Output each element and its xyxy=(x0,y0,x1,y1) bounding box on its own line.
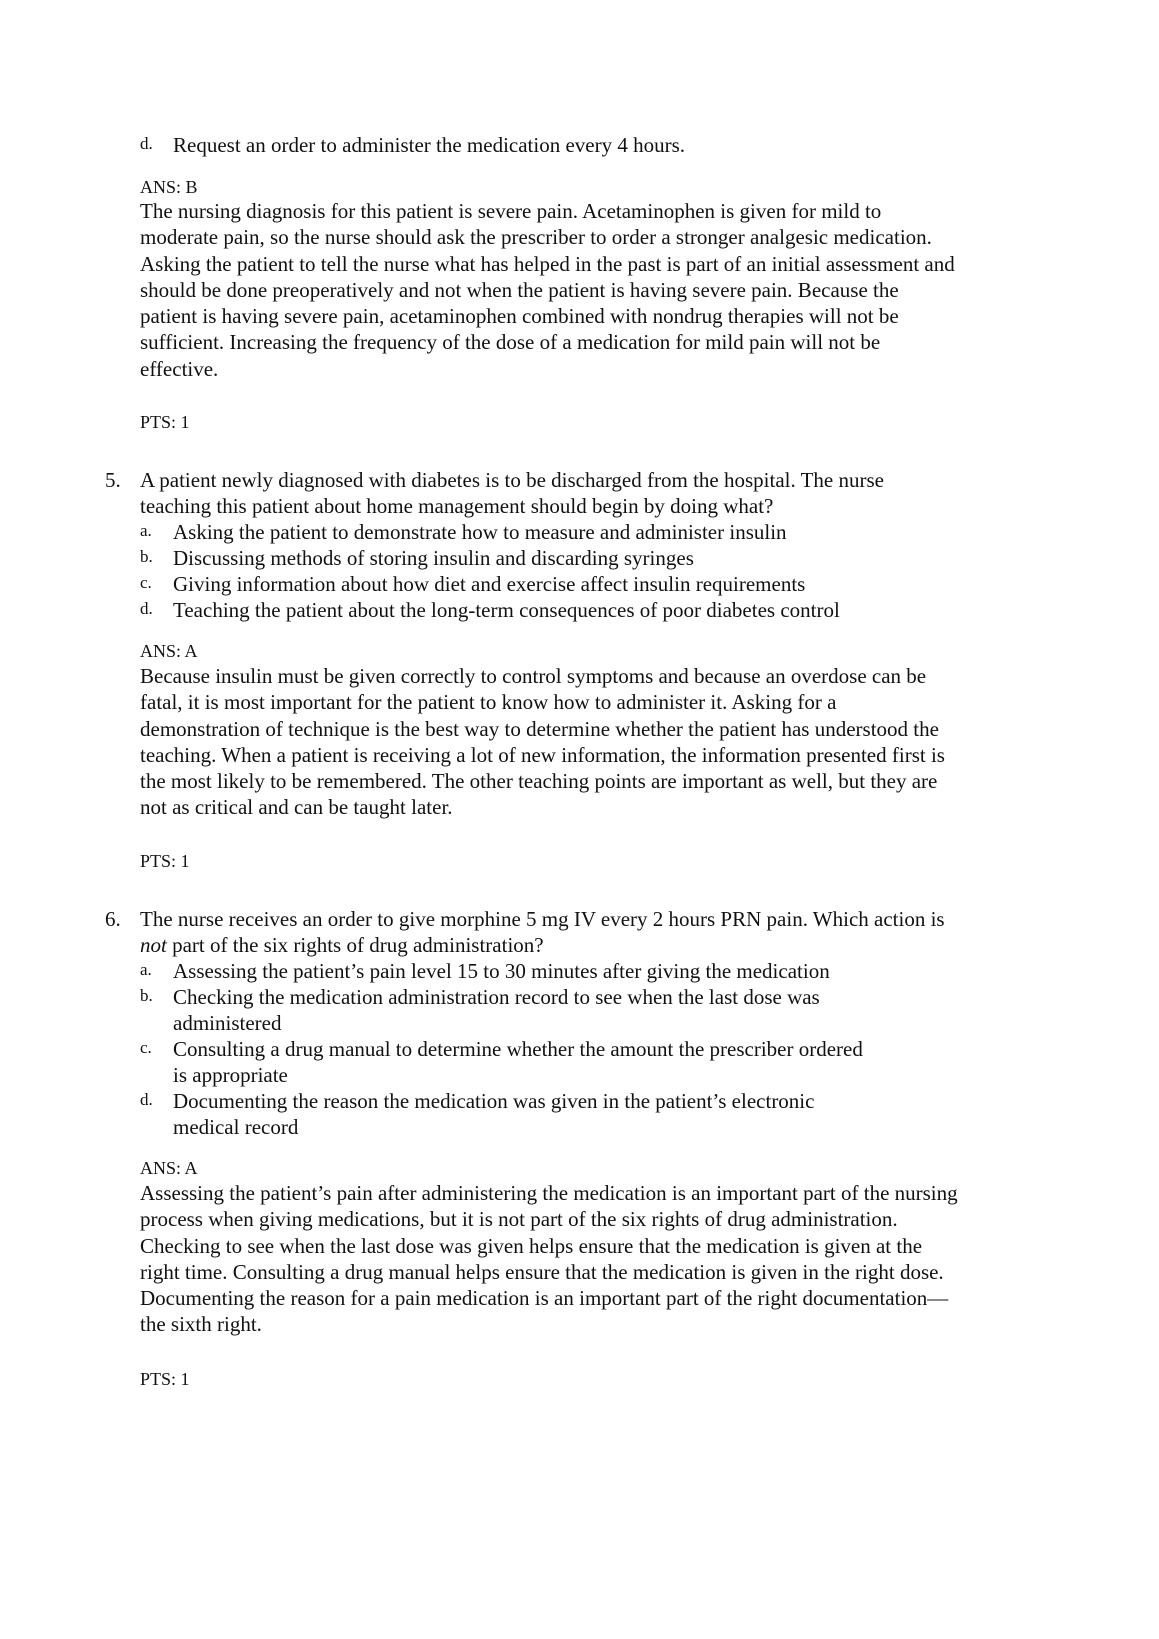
rationale-line: Because insulin must be given correctly to control symptoms and because an overdose can be xyxy=(140,664,927,688)
rationale-line: demonstration of technique is the best way to determine whether the patient has understood the xyxy=(140,716,939,741)
option-letter: b. xyxy=(140,547,153,566)
option-text: Documenting the reason the medication was given in the patient’s electronic xyxy=(173,1089,815,1113)
question-number: 6. xyxy=(105,907,121,931)
option-letter: d. xyxy=(140,599,153,618)
option-text: Teaching the patient about the long-term consequences of poor diabetes control xyxy=(173,598,840,622)
rationale-line: Documenting the reason for a pain medication is an important part of the right documentation— xyxy=(140,1286,949,1311)
rationale-line: fatal, it is most important for the patient to know how to administer it. Asking for a xyxy=(140,690,837,715)
rationale-line: patient is having severe pain, acetaminophen combined with nondrug therapies will not be xyxy=(140,304,899,329)
rationale-line: not as critical and can be taught later. xyxy=(140,795,453,820)
option-letter: b. xyxy=(140,986,153,1005)
rationale-line: moderate pain, so the nurse should ask the prescriber to order a stronger analgesic medication. xyxy=(140,225,932,250)
answer-label: ANS: A xyxy=(140,641,198,661)
option-text: Discussing methods of storing insulin and discarding syringes xyxy=(173,546,694,570)
option-text-cont: medical record xyxy=(173,1115,299,1139)
points-label: PTS: 1 xyxy=(140,851,190,871)
rationale-line: teaching. When a patient is receiving a lot of new information, the information presented first is xyxy=(140,742,945,767)
rationale-line: sufficient. Increasing the frequency of the dose of a medication for mild pain will not be xyxy=(140,330,881,355)
option-text-cont: is appropriate xyxy=(173,1063,288,1087)
points-label: PTS: 1 xyxy=(140,1369,190,1389)
rationale-line: right time. Consulting a drug manual helps ensure that the medication is given in the right dose. xyxy=(140,1259,944,1284)
option-letter: d. xyxy=(140,134,153,153)
answer-label: ANS: A xyxy=(140,1158,198,1178)
rationale xyxy=(140,1180,1040,1338)
emphasis-not: not xyxy=(140,933,167,957)
rationale-line: Asking the patient to tell the nurse what has helped in the past is part of an initial assessment and xyxy=(140,251,955,276)
answer-label: ANS: B xyxy=(140,177,198,197)
rationale-line: the most likely to be remembered. The other teaching points are important as well, but they are xyxy=(140,769,938,794)
rationale-line: The nursing diagnosis for this patient is severe pain. Acetaminophen is given for mild to xyxy=(140,199,882,223)
option-text: Assessing the patient’s pain level 15 to 30 minutes after giving the medication xyxy=(173,959,830,983)
question-stem-line: teaching this patient about home management should begin by doing what? xyxy=(140,494,774,518)
option-letter: a. xyxy=(140,960,152,979)
points-label: PTS: 1 xyxy=(140,412,190,432)
question-stem-line: not part of the six rights of drug administration? xyxy=(140,933,544,957)
option-letter: a. xyxy=(140,521,152,540)
question-stem-line: The nurse receives an order to give morphine 5 mg IV every 2 hours PRN pain. Which action is xyxy=(140,907,945,931)
option-letter: c. xyxy=(140,1038,152,1057)
option-text: Request an order to administer the medication every 4 hours. xyxy=(173,133,686,157)
question-stem-line: A patient newly diagnosed with diabetes is to be discharged from the hospital. The nurse xyxy=(140,468,884,492)
option-text: Asking the patient to demonstrate how to measure and administer insulin xyxy=(173,520,787,544)
rationale-line: the sixth right. xyxy=(140,1312,262,1337)
rationale xyxy=(140,198,1040,382)
option-text: Giving information about how diet and exercise affect insulin requirements xyxy=(173,572,806,596)
rationale xyxy=(140,663,1040,821)
option-letter: c. xyxy=(140,573,152,592)
option-text: Consulting a drug manual to determine whether the amount the prescriber ordered xyxy=(173,1037,863,1061)
rationale-line: should be done preoperatively and not when the patient is having severe pain. Because the xyxy=(140,277,899,302)
rationale-line: Assessing the patient’s pain after administering the medication is an important part of the nursing xyxy=(140,1181,958,1205)
rationale-line: effective. xyxy=(140,356,219,381)
rationale-line: Checking to see when the last dose was given helps ensure that the medication is given at the xyxy=(140,1233,923,1258)
option-text-cont: administered xyxy=(173,1011,282,1035)
option-letter: d. xyxy=(140,1090,153,1109)
question-number: 5. xyxy=(105,468,121,492)
option-text: Checking the medication administration record to see when the last dose was xyxy=(173,985,820,1009)
rationale-line: process when giving medications, but it is not part of the six rights of drug administration. xyxy=(140,1207,898,1232)
